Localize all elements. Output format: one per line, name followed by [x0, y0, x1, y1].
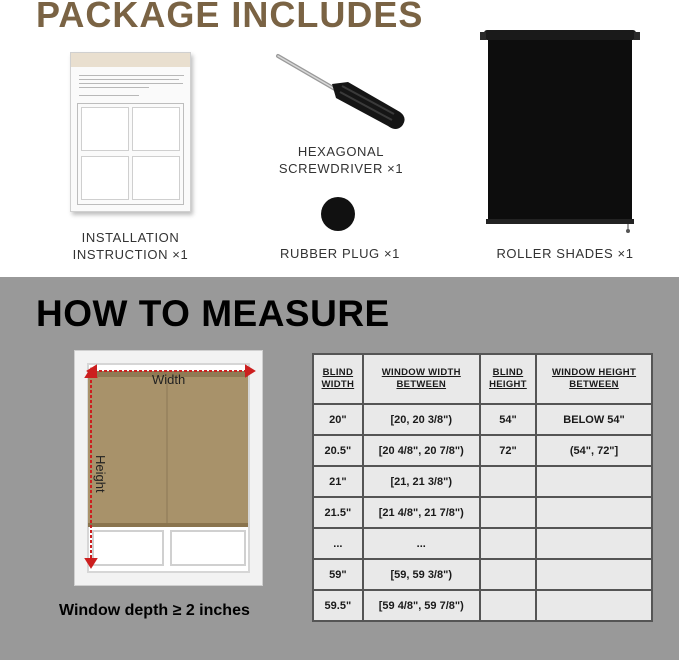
booklet-diagram-cell: [132, 156, 180, 200]
package-title: PACKAGE INCLUDES: [36, 0, 424, 35]
table-cell: [20 4/8", 20 7/8"): [363, 435, 480, 466]
table-cell: [536, 559, 652, 590]
screwdriver-icon: [270, 48, 420, 138]
window-depth-note: Window depth ≥ 2 inches: [59, 602, 250, 619]
table-cell: [59, 59 3/8"): [363, 559, 480, 590]
table-row: [313, 435, 652, 466]
table-cell: 59": [313, 559, 363, 590]
screwdriver-caption-line1: HEXAGONAL: [297, 144, 385, 159]
header-window-width-between: WINDOW WIDTH BETWEEN: [363, 354, 480, 404]
table-cell: 21": [313, 466, 363, 497]
table-cell: (54", 72"]: [536, 435, 652, 466]
measure-title: HOW TO MEASURE: [36, 293, 390, 334]
screwdriver-caption-line2: SCREWDRIVER ×1: [278, 161, 404, 176]
table-cell: 21.5": [313, 497, 363, 528]
table-cell: 72": [480, 435, 536, 466]
roller-shade-icon: [480, 28, 640, 233]
table-cell: [480, 528, 536, 559]
booklet-diagram-cell: [132, 107, 180, 151]
table-row: [313, 559, 652, 590]
booklet-diagram-cell: [81, 107, 129, 151]
table-cell: [480, 466, 536, 497]
table-cell: [21 4/8", 21 7/8"): [363, 497, 480, 528]
table-cell: ...: [363, 528, 480, 559]
table-row: [313, 528, 652, 559]
rubber-plug-icon: [321, 197, 355, 231]
header-blind-width: BLIND WIDTH: [313, 354, 363, 404]
booklet-diagram-grid: [77, 103, 184, 205]
table-cell: 20": [313, 404, 363, 435]
table-cell: 59.5": [313, 590, 363, 621]
measure-section: [0, 277, 679, 660]
table-cell: [480, 559, 536, 590]
table-cell: [536, 497, 652, 528]
table-header-row: [313, 354, 652, 404]
table-cell: ...: [313, 528, 363, 559]
instruction-booklet-image: [70, 52, 191, 212]
height-label: Height: [93, 455, 108, 493]
table-cell: [20, 20 3/8"): [363, 404, 480, 435]
instruction-caption-line2: INSTRUCTION ×1: [72, 247, 189, 262]
package-section: [0, 0, 679, 277]
table-row: [313, 590, 652, 621]
booklet-diagram-cell: [81, 156, 129, 200]
table-cell: 54": [480, 404, 536, 435]
table-cell: 20.5": [313, 435, 363, 466]
screwdriver-caption: [271, 143, 411, 177]
size-table: [312, 353, 653, 622]
table-row: [313, 497, 652, 528]
booklet-text-line: [79, 83, 183, 84]
measure-arrows: [82, 363, 258, 573]
table-cell: [21, 21 3/8"): [363, 466, 480, 497]
booklet-text-line: [79, 79, 179, 80]
instruction-caption: [70, 229, 191, 263]
booklet-text-line: [79, 75, 184, 76]
table-cell: [536, 466, 652, 497]
shade-caption: ROLLER SHADES ×1: [496, 246, 634, 261]
booklet-header: [71, 53, 190, 67]
table-cell: [480, 590, 536, 621]
table-row: [313, 404, 652, 435]
plug-caption: RUBBER PLUG ×1: [279, 246, 401, 261]
header-window-height-between: WINDOW HEIGHT BETWEEN: [536, 354, 652, 404]
table-cell: [536, 590, 652, 621]
booklet-text-line: [79, 95, 139, 96]
header-blind-height: BLIND HEIGHT: [480, 354, 536, 404]
table-row: [313, 466, 652, 497]
width-label: Width: [152, 372, 186, 387]
table-cell: BELOW 54": [536, 404, 652, 435]
table-cell: [536, 528, 652, 559]
table-cell: [480, 497, 536, 528]
table-cell: [59 4/8", 59 7/8"): [363, 590, 480, 621]
booklet-text-line: [79, 87, 149, 88]
instruction-caption-line1: INSTALLATION: [81, 230, 180, 245]
